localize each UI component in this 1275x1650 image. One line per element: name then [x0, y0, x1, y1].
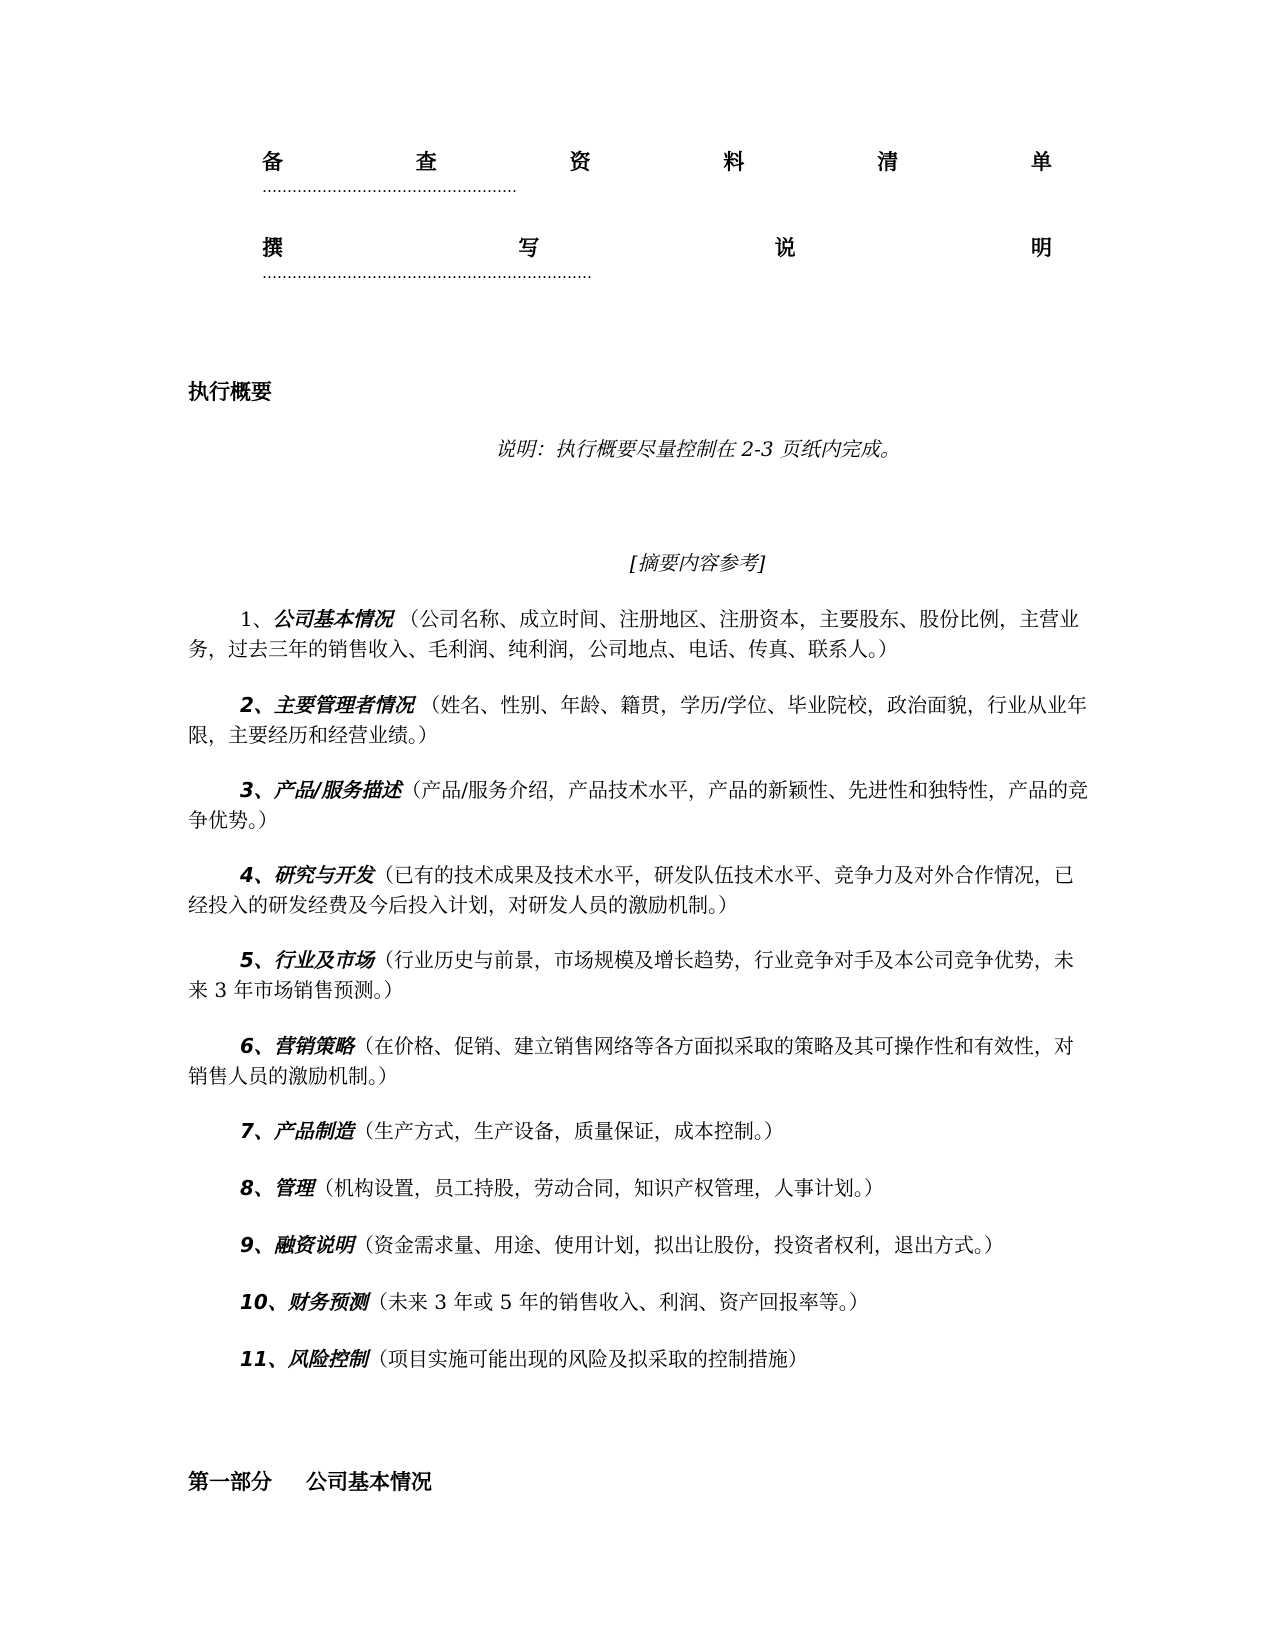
item-description: （资金需求量、用途、使用计划，拟出让股份，投资者权利，退出方式。）	[353, 1233, 1004, 1257]
item-number: 7、	[240, 1119, 274, 1143]
section-heading-exec-summary: 执行概要	[188, 380, 272, 404]
toc-char: 单	[1030, 150, 1052, 174]
summary-item	[188, 1344, 1088, 1374]
item-number: 6、	[240, 1034, 274, 1058]
summary-item	[188, 860, 1088, 920]
item-title: 产品制造	[273, 1119, 354, 1143]
item-description: （生产方式，生产设备，质量保证，成本控制。）	[353, 1119, 784, 1143]
item-number: 2、	[240, 693, 274, 717]
item-title: 营销策略	[273, 1034, 354, 1058]
item-title: 产品/服务描述	[273, 778, 402, 802]
summary-item	[188, 604, 1088, 664]
item-number: 4、	[240, 863, 274, 887]
summary-item	[188, 690, 1088, 750]
item-number: 11、	[240, 1347, 288, 1371]
item-number: 5、	[240, 948, 274, 972]
item-description: （在价格、促销、建立销售网络等各方面拟采取的策略及其可操作性和有效性，对销售人员的激励机制。）	[188, 1034, 1074, 1088]
item-description: （产品/服务介绍，产品技术水平，产品的新颖性、先进性和独特性，产品的竞争优势。）	[188, 778, 1088, 832]
item-description: （项目实施可能出现的风险及拟采取的控制措施）	[367, 1347, 808, 1371]
toc-char: 撰	[262, 236, 283, 260]
summary-reference-title: [摘要内容参考]	[629, 551, 766, 575]
item-description: （机构设置，员工持股，劳动合同，知识产权管理，人事计划。）	[313, 1176, 884, 1200]
summary-item	[188, 1287, 1088, 1317]
item-title: 财务预测	[287, 1290, 368, 1314]
item-title: 管理	[273, 1176, 314, 1200]
item-title: 研究与开发	[273, 863, 374, 887]
item-title: 行业及市场	[273, 948, 374, 972]
item-description: （未来 3 年或 5 年的销售收入、利润、资产回报率等。）	[367, 1290, 869, 1314]
toc-leader-dots: ……………………………………………	[262, 180, 517, 194]
item-number: 3、	[240, 778, 274, 802]
item-title: 公司基本情况	[272, 607, 393, 631]
item-number: 9、	[240, 1233, 274, 1257]
item-description: （姓名、性别、年龄、籍贯，学历/学位、毕业院校，政治面貌，行业从业年限，主要经历和经营业绩。）	[188, 693, 1088, 747]
toc-leader-dots: …………………………………………………………	[262, 266, 592, 280]
item-description: （已有的技术成果及技术水平，研发队伍技术水平、竞争力及对外合作情况，已经投入的研发经费及今后投入计划，对研发人员的激励机制。）	[188, 863, 1074, 917]
toc-char: 说	[774, 236, 796, 260]
summary-item	[188, 1116, 1088, 1146]
item-title: 主要管理者情况	[273, 693, 414, 717]
toc-char: 资	[569, 150, 591, 174]
part-label: 第一部分	[188, 1470, 272, 1494]
item-description: （公司名称、成立时间、注册地区、注册资本，主要股东、股份比例，主营业务，过去三年的销售收入、毛利润、纯利润，公司地点、电话、传真、联系人。）	[188, 607, 1080, 661]
toc-char: 清	[877, 150, 899, 174]
item-number: 1、	[240, 607, 273, 631]
item-title: 风险控制	[287, 1347, 368, 1371]
summary-item	[188, 1031, 1088, 1091]
toc-char: 查	[415, 150, 437, 174]
toc-char: 明	[1030, 236, 1052, 260]
summary-item	[188, 945, 1088, 1005]
summary-item	[188, 1230, 1088, 1260]
part-heading	[188, 1466, 432, 1496]
toc-char: 写	[518, 236, 540, 260]
item-title: 融资说明	[273, 1233, 354, 1257]
exec-summary-note: 说明：执行概要尽量控制在 2-3 页纸内完成。	[495, 437, 900, 461]
toc-entry-checklist[interactable]	[262, 146, 1052, 176]
item-number: 8、	[240, 1176, 274, 1200]
summary-item	[188, 1173, 1088, 1203]
toc-char: 备	[262, 150, 283, 174]
summary-item	[188, 775, 1088, 835]
item-number: 10、	[240, 1290, 288, 1314]
toc-char: 料	[723, 150, 745, 174]
part-title: 公司基本情况	[306, 1470, 432, 1494]
toc-entry-writing-guide[interactable]	[262, 232, 1052, 262]
item-description: （行业历史与前景，市场规模及增长趋势，行业竞争对手及本公司竞争优势，未来 3 年市场销售预测。）	[188, 948, 1074, 1002]
